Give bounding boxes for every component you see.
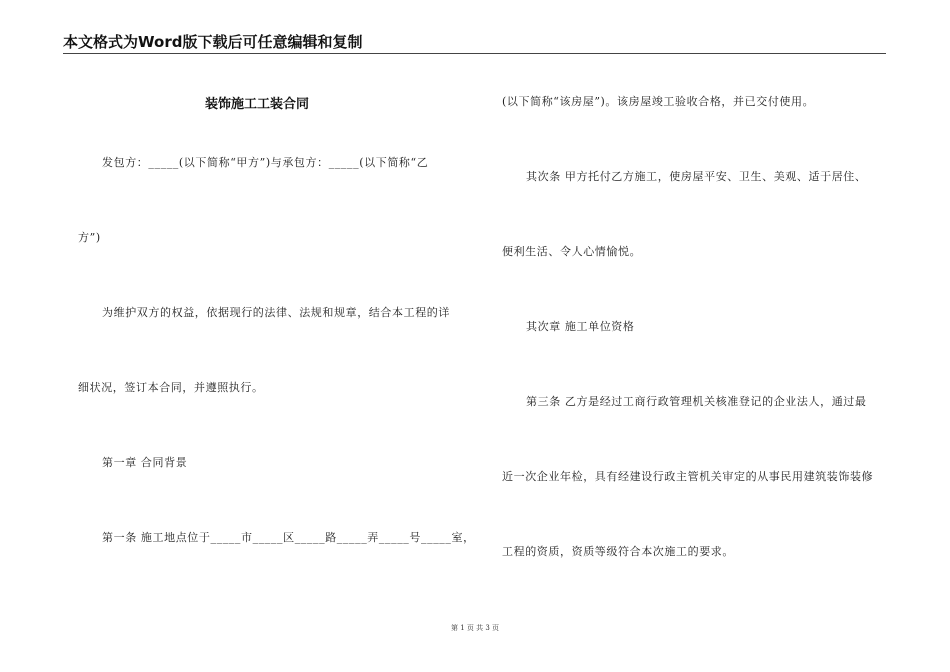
paragraph-line: 近一次企业年检，具有经建设行政主管机关审定的从事民用建筑装饰装修 [502, 470, 874, 483]
paragraph-line: 第三条 乙方是经过工商行政管理机关核准登记的企业法人，通过最 [526, 395, 867, 408]
chapter-heading: 其次章 施工单位资格 [526, 320, 635, 333]
paragraph-line: 便利生活、令人心情愉悦。 [502, 245, 642, 258]
document-title: 装饰施工工装合同 [205, 97, 310, 112]
paragraph-line: 方”) [78, 231, 101, 244]
paragraph-line: 为维护双方的权益，依据现行的法律、法规和规章，结合本工程的详 [102, 306, 450, 319]
page-footer: 第 1 页 共 3 页 [450, 624, 500, 632]
paragraph-line: 工程的资质，资质等级符合本次施工的要求。 [502, 545, 734, 558]
paragraph-line: 其次条 甲方托付乙方施工，使房屋平安、卫生、美观、适于居住、 [526, 170, 867, 183]
paragraph-line: 细状况，签订本合同，并遵照执行。 [78, 381, 264, 394]
paragraph-line: 发包方：_____(以下简称“甲方”)与承包方：_____(以下简称“乙 [102, 156, 429, 169]
chapter-heading: 第一章 合同背景 [102, 456, 188, 469]
paragraph-line: (以下简称“该房屋”)。该房屋竣工验收合格，并已交付使用。 [502, 95, 815, 108]
document-banner: 本文格式为Word版下载后可任意编辑和复制 [63, 33, 363, 51]
paragraph-line: 第一条 施工地点位于_____市_____区_____路_____弄_____号_____室， [102, 531, 475, 544]
banner-divider [63, 53, 886, 54]
